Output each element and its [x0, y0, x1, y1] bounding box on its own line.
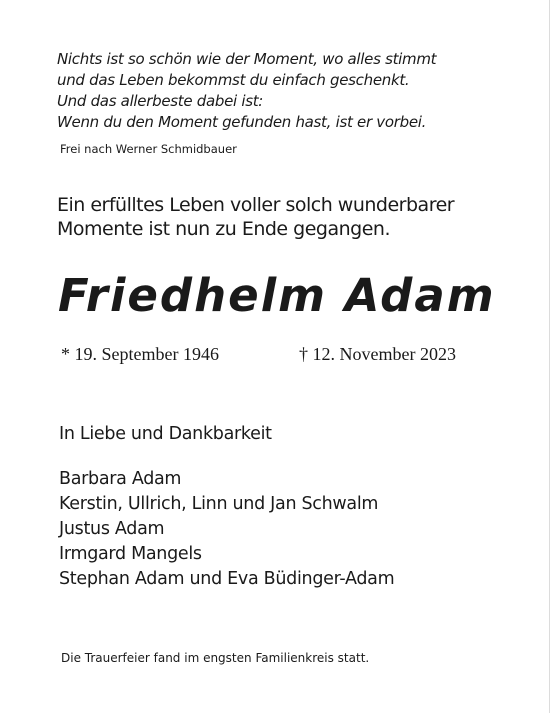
intro-line: Momente ist nun zu Ende gegangen.	[57, 218, 390, 240]
funeral-note: Die Trauerfeier fand im engsten Familienkreis statt.	[61, 651, 370, 665]
mourners-list	[59, 467, 394, 592]
mourner: Stephan Adam und Eva Büdinger-Adam	[59, 569, 395, 589]
birth-date: * 19. September 1946	[61, 344, 219, 364]
poem-line: und das Leben bekommst du einfach geschenkt.	[57, 71, 410, 89]
deceased-name: Friedhelm Adam	[58, 269, 496, 322]
poem	[57, 49, 527, 133]
poem-line: Wenn du den Moment gefunden hast, ist er vorbei.	[57, 113, 427, 131]
mourner: Barbara Adam	[59, 469, 182, 489]
intro-text	[57, 193, 537, 241]
mourner: Kerstin, Ullrich, Linn und Jan Schwalm	[59, 494, 379, 514]
death-date: † 12. November 2023	[299, 344, 456, 364]
dedication: In Liebe und Dankbarkeit	[59, 424, 272, 444]
poem-line: Nichts ist so schön wie der Moment, wo alles stimmt	[57, 50, 437, 68]
intro-line: Ein erfülltes Leben voller solch wunderbarer	[57, 194, 455, 216]
poem-source: Frei nach Werner Schmidbauer	[60, 142, 237, 156]
poem-line: Und das allerbeste dabei ist:	[57, 92, 264, 110]
mourner: Justus Adam	[59, 519, 165, 539]
mourner: Irmgard Mangels	[59, 544, 202, 564]
